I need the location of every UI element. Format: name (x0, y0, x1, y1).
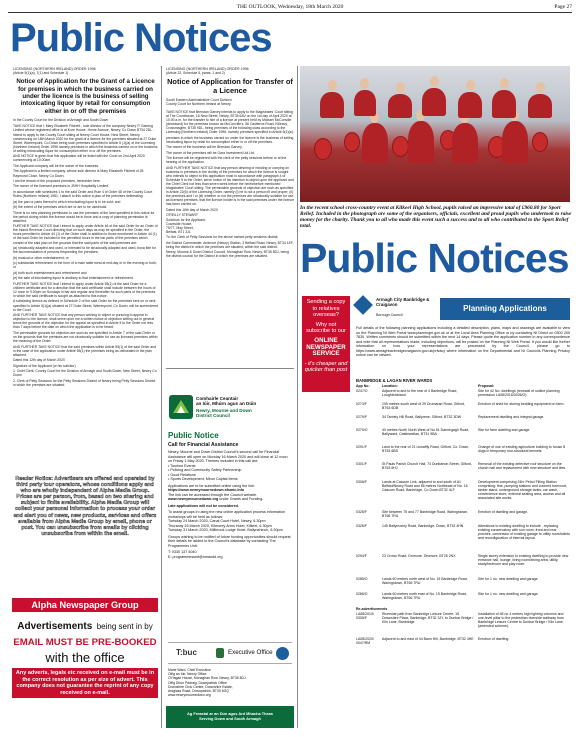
pn-date: Tuesday 31 March 2020, Millbrook Lodge Hotel, Ballynahinch, 6.30pm (168, 528, 283, 532)
executive-office-logo: Executive Office (228, 649, 273, 656)
council-name-irish: Comhairle Ceantair an Iúir, Mhúrn agus an Dúin (196, 396, 257, 407)
para: TAKE NOTICE that I, Mary Elizabeth Fitchett , sole director of the company Newry IT Gaming Limited whose registered office is at Kure House, Home Avenue, Newry, Co Down BT34 2DL - intend to apply to the County Court sitting at Newry Court House, New Street, Newry commencing on 18th March 2020 for the grant of a licence for the premises situated at 27 Duke Street, Warrenpoint, Co Down being such premises specified in Article 5 (1)(a) of the Licensing (Northern Ireland) Order 1996 namely premises in which the business carried on or the business of selling intoxicating liquor for consumption either in or off the premises. (13, 124, 158, 153)
council-logo-icon (353, 295, 373, 315)
sponsor-logos (168, 642, 292, 664)
photo-caption: In the recent school cross-country event at Kilkeel High School, pupils raised an impressive total of £960.80 for Sport Relief. Included in the photograph are some of the organisers, officials, excellent and proud pupils who undertook to raise money for the charity. Thank you to all who made this event such a success and to all who contributed to the Sport Relief total. (300, 205, 572, 230)
col-head: App No: (356, 384, 370, 388)
para: FURTHER TAKE NOTICE that I intend to apply under Article 55(1) of the said Order for a children certificate and for a direction that the said certificate shall include between the hours of 12 noon to 9.00pm on Sundays in bar and regular and thereafter for such parts of the premises in which the said certificate is sought as attached to this notice. (13, 281, 156, 298)
para: AND NOTICE is given that this application will be listed with the Court on 2nd April 2020 commencing at 10.00am. (13, 154, 145, 163)
pn-sessions: To assist groups in using the new online application process information workshops will be held as follows: (168, 510, 286, 519)
ad-line1: Advertisements (17, 621, 93, 632)
ad-line1b: being sent in by (96, 622, 153, 631)
pn-web-suffix: under Grants and Funding. (218, 497, 264, 501)
para: The owner of the business will be Brendan Garvey. (166, 145, 243, 150)
para: AND FURTHER TAKE NOTICE that the said premises within Article 55(1) of the said Order and in the case of the application under Article 55(1) the premises being as delineated in the plan attached. (13, 344, 157, 357)
para: AND FURTHER TAKE NOTICE that any person desiring or minding or carrying on business in premises in the vicinity of the premises for which the licence is sought who intends to object to this application must in accordance with paragraph 4 of Schedule 5 to the Order, serve notice of his intention to object upon the applicant and the Chief Clerk not less than seven week before the hereinbefore mentioned Magistrates' Court sitting. The permissible grounds of objection are such as specified in Article 22(6) of the Licensing Order, namely (i) he is not a person fit and proper; (ii) the premises and / or (iii) whether or not the premises are structurally suitable for use as licensed premises, that the licence holder is in the said premises under the licence has been carried on. (166, 165, 294, 207)
para: premises in which the business carried on under the licence is the business of selling intoxicating liquor by retail for consumption either in or off the premises. (166, 135, 294, 144)
law-line: LICENSING (NORTHERN IRELAND) ORDER 1996 (166, 67, 249, 71)
greeting-line4: - it's cheaper and quicker than post (304, 360, 348, 374)
planning-intro: Full details of the following planning applications including a detailed description, plans, maps and drawings are available to view on the Planning NI Web Portal www.planningni.gov.uk or at the Local Area Planning Office or by contacting NI Direct on 0300 200 7830. Written comments should be submitted within the next 14 days. Please quote the application number in any correspondence and note that all representations made, including objections, will be posted on the Planning NI Web Portal. If you would like further information on how your representations are processed by the Council, please go to https://www.armaghbanbridgecraigavon.gov.uk/privacy where information on the Departmental and NI Councils Planning Privacy notice can be viewed. (356, 326, 570, 357)
law-sub: (Article 5(1)(a), 7(1) and Schedule 1) (13, 71, 69, 76)
para: O'REILLY STEWART Solicitors for the Applicant, Courtside House, 75/77, May Street, Belfast, BT1 3JL (166, 213, 206, 234)
pn-subtitle: Call for Financial Assistance (168, 442, 239, 448)
para: TAKE NOTICE that Brendan Garvey intends to apply to the Magistrates' Court sitting at The Courthouse, 16 New Street, Newry, BT35 6AV on the 1st day of April 2020 at 10.00 a.m. for the transfer to him of a licence at present held by Michael McConville (deceased) for the premises known as McConville's, 56 Castleroe Road, Killeavy, Crossmaglen, BT35 9DL, being premises of the following class according to the Licensing (Northern Ireland) Order 1996, namely premises specified in Article 5(1)(a). (166, 109, 294, 135)
online-newspaper-ad (302, 296, 350, 392)
public-notices-banner-mid: Public Notices (300, 235, 569, 281)
para: There is no new planning permission to use the premises of the land specified in this notice for the period during which the licence would be in force and a copy of planning permission is attached. (13, 210, 155, 223)
para: AND FURTHER TAKE NOTICE that any person wishing to object or pursuing to appear in objection to the licence, shall serve upon me a written notice of objection setting out in general terms the grounds of the objection for the appeal as specified in Article 5 to the Order not less than 7 days before the date on which the application is to be heard. (13, 313, 155, 330)
para: (b) the extent of the premises which are or are to be used/sold. (13, 205, 108, 210)
law-sub: (Article 22, Schedule 5, paras. 1 and 2) (166, 71, 225, 76)
para: Signature of the Applicant (or his solicitor) (13, 363, 76, 368)
para: (d) both such entertainment and refreshment and (13, 270, 87, 275)
pn-web[interactable]: www.newrymournedown.org (168, 497, 219, 501)
council-footer (166, 706, 294, 728)
pn-apps: Applications are to be submitted online using the link: (168, 483, 255, 488)
col-head: Location: (382, 384, 398, 388)
para: The Applicant is a limited company, whose sole director is Mary Elizabeth Fitchett of 28 Raymond Close, Newry Co Down. (13, 169, 144, 178)
para: I am the tenant of the proposed premises, hereunder here. (13, 179, 101, 183)
para: Dated this 16th day of March 2020 (166, 207, 218, 212)
col-head: Proposal: (478, 384, 495, 388)
pn-date: Tuesday 24 March 2020, Canal Court Hotel, Newry, 6.30pm (168, 519, 266, 523)
footer-irish: Ag Freastal ar an Dún agus Ard Mhacha Theas (187, 711, 273, 716)
column-rule (297, 66, 298, 728)
para: (b) musical or other entertainment; or (13, 255, 69, 260)
pn-link[interactable]: https://www.newrymournedown.sfsmic.info (168, 488, 245, 492)
readvert-title: Re-advertisements (356, 607, 388, 611)
planning-table: App No: Location: Proposal: 0247/O Adjacent to and to the rear of 4 Banbridge Road, Loughbrickland Site for 42 No. dwellings (renewal of outline planning permission LA08/2016/0026/O). 0273/F 105 metres south west of 29 Drumaran Road, Gilford, BT63 6DB Erection of shed for storing bedding equipment on farm. 0279/F 34 Tarbeiy Hill Road, Ballyrene, Gilford, BT32 3DW Replacement dwelling and integral garage. 0270/O 40 metres North North West of No 61 Dannegagh Road, Ballyward, Castlewellan, BT31 9BA Site for farm dwelling and garage. 0291/F Land to the rear of 21 Lisnaffly Road, Gilford, Co. Down, BT63 6BD Change of use of existing agriculture building to house 8 dogs in temporary non-structural kennels. 0301/F St Pauls Parish Church Hall, 74 Dunbarton Street, Gilford, BT63 6HJ Removal of the existing defective roof structure on the church hall and replacement with new structure and tiles. 0306/F Lands at Cascum Link, adjacent to and south of A1 Belfast/Newry Road and 65 metres Northeast of No. 16 Cascum Road, Banbridge, Co Down BT32 4LF Development comprising 24hr Petrol Filling Station comprising: fine, pumping stations and covered forecourt, tanker stand, underground storage tanks, car wash, convenience store, external seating area, access and all associated site works. 0325/F Site between 75 and 77 Banbridge Road, Waringstown, BT66 7RU Erection of dwelling and garage. 0326/F 145 Ballymoney Road, Banbridge, Down, BT32 4HN Alterations to existing dwelling to include - replacing existing conservatory with sun room; front and rear porches, conversion of existing garage to utility room/toilets and reconfiguration of internal layout. 0294/F 23 Crown Road, Dromore, Dromore, BT25 2NX Single storey extension to existing dwelling to provide new entrance hall, lounge, living room/dining area, utility, study/bedroom and play room. 0285/O Lands 60 metres north west of No. 15 Banbridge Road, Waringstown, BT66 7RU Site for 1 no. new dwelling and garage. 0286/O Lands 60 metres north east of No. 15 Banbridge Road, Waringstown, BT66 7RU Site for 1 no. new dwelling and garage. Re-advertisements LA08/2019/ 0305/F Riverside path from Banbridge Leisure Centre, 15 Downshire Place, Banbridge, BT32 3JY, to Dunbar Bridge / Kiln Lane, Banbridge Installation of 48 no 4 metres high lighting columns and one-level pillar to the pedestrian riverside walkway from Banbridge Leisure Centre to Dunbar Bridge / Kiln Lane. (amended scheme). LA08/2020/ 0047/RM Adjacent to and east of 44 Bann Hill, Banbridge, BT32 4HE Erection of dwelling. (356, 384, 570, 646)
para: Newry, Mourne & Down District Council, Monaghan Row, Newry, BT35 8DJ, being the district council for the District in which the premises are situated. (166, 250, 289, 259)
council-name-english: Newry, Mourne and Down District Council (196, 408, 252, 419)
para: A subsisting licence as defined in Schedule 2 of the said Order for the premises sent on or sent specified in Article 5(1)(a) situated at 27 Duke Street, Warrenpoint, Co Down, will be surrendered to the Court. (13, 299, 158, 312)
planning-council-sub: Borough Council (376, 313, 403, 317)
court-lines: South Eastern Administrative Court Division County Court for Northern Ireland at Newry (166, 98, 232, 107)
footer-english: Serving Down and South Armagh (199, 716, 261, 722)
column-rule (161, 66, 162, 728)
school-fundraiser-photo (300, 66, 570, 202)
notice-body (13, 124, 158, 387)
pn-email[interactable]: E: programmesunit@nmandd.org (168, 554, 223, 559)
pn-contact: Groups wishing to be notified of future funding opportunities should request their details be added to the Council's database by contacting The Programmes Unit: (168, 534, 291, 548)
planning-area-title: BANBRIDGE & LAGAN RIVER WARDS (356, 378, 433, 383)
reader-notice: Reader Notice: Advertisers are offered and operated by third party tour operators, whose conditions apply and who are wholly independent of Alpha Media Group. Prices are per person, from, based on two sharing and subject to finite availability. Alpha Media Group will collect your personal information to process your order and alert you of news, new products, services and offers available from Alpha Media Group by email, phone or post. You can unsubscribe from emails by clicking unsubscribe from within the email. (13, 476, 157, 537)
para: In accordance with schedules 1 to the said Order and Rule 4 of Order 48 of the County Court Rules (Northern Ireland) 1981, I attach to this notice a plan of the premises delineating: (13, 189, 153, 199)
notice-heading: Notice of Application for Transfer of a Licence (167, 77, 293, 95)
pn-body (168, 450, 292, 559)
para: The owner of the premises will be Gara Investment Ltd Ltd. (166, 150, 255, 155)
para: (e) the sale of intoxicating liquor is ancillary to that entertainment or refreshment. (13, 276, 134, 281)
para: 1. Chief Clerk, County Court for the Division of Armagh and South Down, New Street, Newry Co Down (13, 369, 157, 378)
pn-theme: • Tourism Events (168, 463, 196, 468)
para: (c) substantial refreshment in the form of a main table meal at mid-day or in the evening or both; or (13, 261, 157, 270)
crest-icon (216, 648, 224, 658)
notice-body (166, 110, 294, 259)
tbuc-logo: T:buc (176, 648, 197, 657)
law-line: LICENSING (NORTHERN IRELAND) ORDER 1996 (13, 67, 96, 71)
council-financial-assistance-notice (166, 368, 294, 728)
public-notices-banner-top: Public Notices (10, 16, 272, 60)
para: FURTHER TAKE NOTICE that I intend to apply under Article 46 of the said Order for an Order of the Inland Revenue Court directing that on such days as may be specified in the Order, the hours permitted in Article 44 (1) of the Order shall in addition to those mentioned in Article 44 (1) of the said Order be included in the permitted hours in the bar parts of the premises which consist of the said plan on the grounds that the said parts of the said premises are: (13, 224, 158, 245)
alpha-newspaper-group-banner: Alpha Newspaper Group (12, 598, 158, 612)
greeting-line3: ONLINE NEWSPAPER SERVICE (306, 336, 346, 358)
planning-header (354, 296, 570, 324)
pn-late: Late applications will not be considered. (168, 503, 239, 508)
court-line: In the County Court for the Division of Armagh and South Down (13, 118, 109, 123)
greeting-line1: Sending a copy to relatives overseas? (306, 299, 346, 319)
page-number: Page 27 (554, 4, 572, 10)
para: The owner of the licensed premises is JSHH Hospitality Limited. (13, 184, 110, 189)
pn-theme: • Sports Development, Minor Capital Items (168, 477, 238, 481)
pn-title: Public Notice (168, 431, 219, 440)
ad-line3: with the office (45, 650, 125, 665)
para: (a) the part or parts thereof in which intoxicating liquor is to be sold; and (13, 199, 121, 204)
para: Dated this 12th day of March 2020 (13, 358, 65, 363)
para: the District Commander, Ardmore (Newry) Station, 3 Belfast Road, Newry, BT34 1EF, being the district in which the premises are situated, within the said district. (166, 240, 294, 249)
para: The Applicant company will be the owner of the business. (13, 163, 100, 168)
pn-theme: • Policing and Community Safety Partnership (168, 468, 242, 472)
paper-date: THE OUTLOOK, Wednesday, 18th March 2020 (236, 4, 344, 10)
planning-heading: Planning Applications (440, 298, 570, 320)
council-logo-icon (169, 395, 193, 419)
planning-council-name: Armagh City Banbridge & Craigavon (376, 297, 430, 308)
signature-block: Marie Ward, Chief Executive Oifig an Iúir, Newry Office O'Hagan House, Monaghan Row, Newry, BT35 8DJ Oifig Dhún Pádraig, Downpatrick Office Downshire Civic Centre, Downshire Estate, Ardglass Road, Downpatrick, BT30 6GQ www.newrymournedown.org (168, 668, 246, 698)
para: The permissible grounds for objection are such as are specified in Article 7 of the said Order or on the grounds that the premises are not structurally suitable for use as licensed premises within the meaning of the Order. (13, 330, 158, 344)
para: To: the Clerk of Petty Sessions for the above named petty sessions district; (166, 235, 279, 240)
email-adverts-notice (12, 614, 158, 727)
para: (a) structurally adapted and used, or intended to be structurally adapted and used, bona fide for the accommodation of persons frequenting the premises; (13, 246, 157, 255)
pn-intro: Newry, Mourne and Down District Council's second call for Financial Assistance will open on Monday 16 March 2020 and will close at 12 noon on Friday 1 May 2020. Themes included in this call are: (168, 450, 288, 463)
pcsp-logo-icon (276, 647, 289, 660)
para: The licence will be registered with the clerk of the petty sessions before or at the hearing of the application. (166, 156, 287, 165)
liquor-licence-notice (13, 67, 158, 388)
pn-link2: The link can be accessed through the Council website. (168, 492, 258, 497)
pn-date: Thursday 26 March 2020, Kilmorey Arms Hotel, Kilkeel, 6.30pm (168, 523, 272, 528)
para: 2. Clerk of Petty Sessions for the Petty Sessions District of Newry being Petty Sessions District in which the premises are situated. (13, 378, 156, 387)
notice-heading: Notice of Application for the Grant of a Licence for premises in which the business carried on under the licence is the business of selling intoxicating liquor by retail for consumption either in or off the premises (16, 78, 155, 115)
ad-line2: EMAIL MUST BE PRE-BOOKED (13, 637, 157, 648)
page-header (8, 3, 572, 13)
licence-transfer-notice (166, 67, 294, 260)
pn-theme: • Good Relations (168, 472, 196, 477)
ad-small-print: Any adverts, legals etc received on e-mail must be in the correct resolution as per size of advert. This company does not guarantee the reprint of any copy received on e-mail. (12, 668, 158, 698)
pn-tel: T: 0330 137 4040 (168, 550, 197, 554)
greeting-line2: Why not subscribe to our (306, 321, 346, 335)
